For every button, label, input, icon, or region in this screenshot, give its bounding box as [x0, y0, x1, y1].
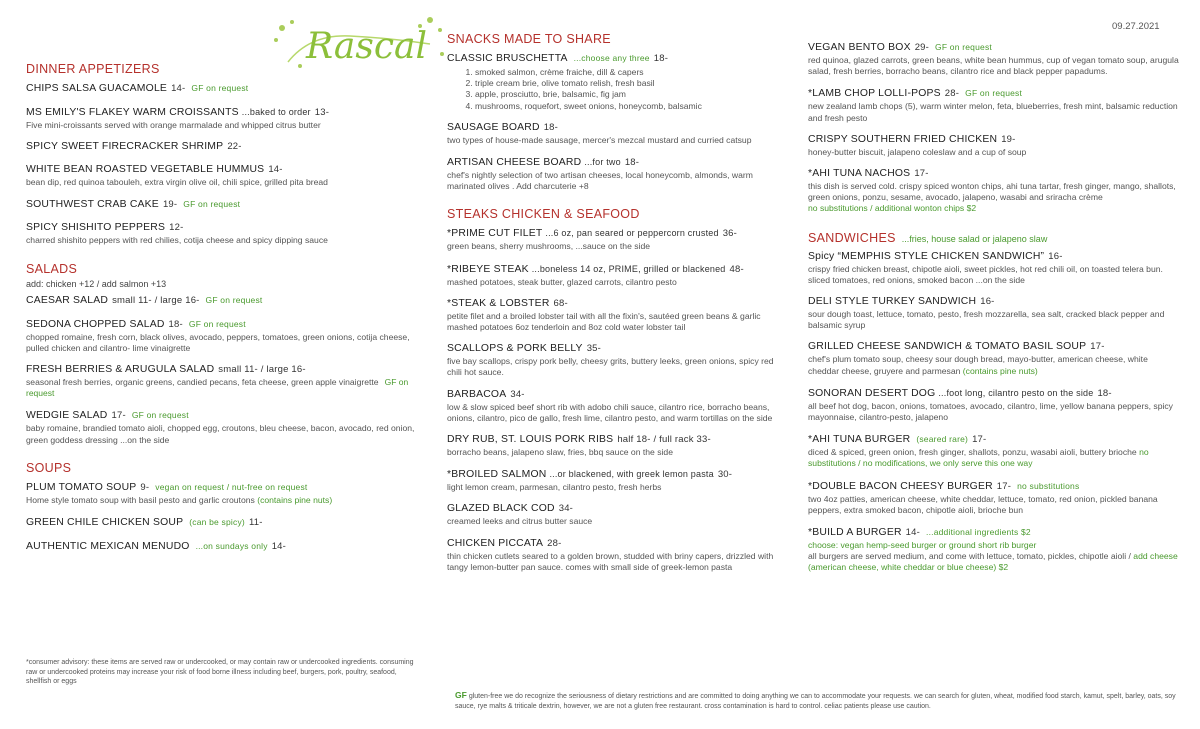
section-heading	[26, 62, 421, 76]
item-line	[447, 388, 785, 402]
item-price: 13-	[314, 107, 330, 118]
item-name: GLAZED BLACK COD	[447, 503, 555, 515]
gf-label: GF	[455, 690, 467, 700]
section-title: SANDWICHES	[808, 230, 896, 245]
item-line	[808, 86, 1180, 101]
item-line	[447, 226, 785, 241]
item-option: ...choose any three	[573, 53, 650, 63]
gluten-free-note	[455, 690, 1195, 712]
menu-item	[447, 467, 785, 493]
item-note: ...for two	[584, 157, 621, 168]
item-line	[447, 433, 785, 447]
item-description	[26, 423, 421, 445]
item-price: 17-	[1090, 341, 1105, 353]
description-text: borracho beans, jalapeno slaw, fries, bbq sauce on the side	[447, 447, 673, 458]
menu-item	[26, 105, 421, 131]
menu-item	[26, 81, 421, 96]
item-description	[808, 494, 1180, 516]
item-description	[808, 55, 1180, 77]
item-option: ...additional ingredients $2	[926, 527, 1031, 538]
description-text: charred shishito peppers with red chilies, cotija cheese and spicy dipping sauce	[26, 235, 328, 246]
item-line	[447, 467, 785, 482]
item-name: VEGAN BENTO BOX	[808, 42, 911, 53]
item-line	[26, 363, 421, 377]
item-line	[808, 295, 1180, 309]
item-line	[808, 479, 1180, 494]
item-line	[26, 317, 421, 332]
item-description	[447, 241, 785, 252]
item-name: SAUSAGE BOARD	[447, 121, 540, 133]
description-text: red quinoa, glazed carrots, green beans, white bean hummus, cup of vegan tomato soup, arugula salad, fresh berries, borracho beans, cilantro rice and black pepper papadums.	[808, 55, 1179, 77]
item-name: SPICY SWEET FIRECRACKER SHRIMP	[26, 141, 224, 153]
item-name: *AHI TUNA BURGER	[808, 434, 911, 446]
option-list	[447, 67, 785, 112]
item-description	[26, 177, 421, 188]
item-name: CLASSIC BRUSCHETTA	[447, 53, 568, 64]
item-price: 17-	[972, 434, 987, 446]
item-price: 29-	[914, 42, 930, 53]
item-description	[808, 101, 1180, 123]
menu-item	[26, 197, 421, 212]
item-name: *RIBEYE STEAK	[447, 263, 529, 275]
item-option: (can be spicy)	[189, 517, 245, 528]
section-note: ...fries, house salad or jalapeno slaw	[901, 233, 1048, 244]
item-description	[26, 377, 421, 399]
item-price: 30-	[717, 469, 733, 481]
item-line	[808, 340, 1180, 354]
description-text: sour dough toast, lettuce, tomato, pesto, fresh mozzarella, sea salt, cracked black pepper and balsamic syrup	[808, 309, 1165, 331]
item-name: MS EMILY'S FLAKEY WARM CROISSANTS	[26, 107, 239, 118]
item-line	[447, 51, 785, 66]
description-text: Five mini-croissants served with orange marmalade and whipped citrus butter	[26, 120, 321, 130]
description-text: new zealand lamb chops (5), warm winter melon, feta, blueberries, fresh mint, balsamic reduction and fresh pesto	[808, 101, 1178, 123]
item-name: CRISPY SOUTHERN FRIED CHICKEN	[808, 133, 998, 145]
menu-item	[447, 388, 785, 424]
item-line	[447, 262, 785, 277]
item-option: GF on request	[183, 199, 241, 210]
description-note: (contains pine nuts)	[962, 365, 1038, 376]
item-name: GRILLED CHEESE SANDWICH & TOMATO BASIL SOUP	[808, 341, 1087, 353]
item-price: 48-	[729, 263, 744, 275]
item-price: 18-	[168, 318, 183, 330]
item-option: GF on request	[965, 88, 1023, 99]
section-heading	[26, 262, 421, 276]
description-text: seasonal fresh berries, organic greens, candied pecans, feta cheese, green apple vinaigrette	[26, 377, 379, 388]
item-line	[447, 155, 785, 170]
item-line	[26, 221, 421, 235]
menu-item	[26, 293, 421, 308]
description-text: all burgers are served medium, and come with lettuce, tomato, pickles, chipotle aioli /	[808, 551, 1131, 562]
item-name: CHICKEN PICCATA	[447, 537, 544, 549]
menu-item	[808, 133, 1180, 158]
item-name: *BROILED SALMON	[447, 469, 547, 481]
section-title: DINNER APPETIZERS	[26, 62, 160, 76]
item-price: 16-	[980, 296, 995, 308]
item-description	[26, 495, 421, 506]
item-option: GF on request	[191, 83, 249, 93]
item-line	[447, 342, 785, 356]
item-price: 18-	[1097, 387, 1112, 399]
item-price: 34-	[558, 503, 574, 515]
item-line	[26, 163, 421, 177]
menu-column-1	[26, 62, 421, 569]
item-price: 68-	[553, 297, 568, 309]
item-price: 18-	[653, 53, 669, 64]
description-text: chef's nightly selection of two artisan cheeses, local honeycomb, almonds, warm marinated olives . Add charcuterie +8	[447, 170, 753, 192]
gf-footer-text: gluten-free we do recognize the seriousness of dietary restrictions and are committed to doing anything we can to accommodate your requests. we can search for gluten, wheat, modified food starch, kamut, spelt, barley, oats, soy sauce, rye malts & triticale dextrin, however, we are not a gluten free restaurant. cross contamination is hard to control. celiac patients please use caution.	[455, 693, 1176, 710]
item-price: 36-	[722, 228, 738, 240]
item-description	[447, 516, 785, 527]
item-price: 34-	[510, 388, 525, 400]
item-note: ...6 oz, pan seared or peppercorn crusted	[545, 228, 719, 239]
description-text: light lemon cream, parmesan, cilantro pesto, fresh herbs	[447, 482, 662, 493]
item-price: 12-	[169, 222, 184, 234]
item-line	[26, 480, 421, 495]
description-text: this dish is served cold. crispy spiced wonton chips, ahi tuna tartar, fresh ginger, mango, shallots, green onions, ponzu, sesame, avocado, jalapeno, wasabi and sriracha crème	[808, 181, 1176, 203]
item-name: ARTISAN CHEESE BOARD	[447, 157, 582, 169]
item-name: *AHI TUNA NACHOS	[808, 168, 911, 180]
description-text: petite filet and a broiled lobster tail with all the fixin's, sautéed green beans & garlic mashed potatoes 6oz tenderloin and 8oz cold water lobster tail	[447, 310, 761, 333]
item-price: 14-	[171, 83, 186, 94]
section-heading	[447, 32, 785, 46]
item-name: *LAMB CHOP LOLLI-POPS	[808, 88, 941, 100]
menu-item	[26, 480, 421, 506]
item-description	[808, 181, 1180, 203]
item-description	[447, 551, 785, 573]
menu-item	[808, 479, 1180, 516]
item-description	[447, 277, 785, 288]
menu-item	[447, 121, 785, 146]
item-price: small 11- / large 16-	[218, 364, 306, 376]
item-description	[808, 147, 1180, 158]
item-description	[808, 401, 1180, 423]
item-price: 14-	[271, 541, 287, 553]
item-name: GREEN CHILE CHICKEN SOUP	[26, 517, 184, 529]
item-description	[447, 170, 785, 192]
item-price: 16-	[1048, 250, 1063, 262]
item-name: SPICY SHISHITO PEPPERS	[26, 222, 166, 234]
item-description	[808, 551, 1180, 573]
item-description	[808, 309, 1180, 331]
description-text: two 4oz patties, american cheese, white cheddar, lettuce, tomato, red onion, pickled banana peppers, extra smoked bacon, chipotle aioli, brioche bun	[808, 493, 1158, 515]
item-line	[447, 537, 785, 551]
item-option: GF on request	[188, 318, 246, 329]
menu-item	[808, 250, 1180, 286]
item-description	[26, 120, 421, 131]
description-text: low & slow spiced beef short rib with adobo chili sauce, cilantro rice, borracho beans, onions, cilantro, pico de gallo, fresh lime, cilantro pesto, and warm tortillas on the side	[447, 401, 773, 423]
item-note: ...baked to order	[241, 107, 311, 117]
item-line	[808, 40, 1180, 55]
item-line	[26, 197, 421, 212]
item-price: 11-	[248, 517, 263, 529]
item-name: CAESAR SALAD	[26, 294, 109, 306]
description-note: add cheese (american cheese, white cheddar or blue cheese) $2	[808, 551, 1178, 573]
description-text: creamed leeks and citrus butter sauce	[447, 516, 593, 527]
description-text: bean dip, red quinoa tabouleh, extra virgin olive oil, chili spice, grilled pita bread	[26, 177, 328, 188]
consumer-advisory: *consumer advisory: these items are served raw or undercooked, or may contain raw or undercooked ingredients. consuming raw or undercooked proteins may increase your risk of food borne illness including beef, burgers, pork, poultry, seafood, shellfish or eggs	[26, 659, 414, 686]
menu-item	[26, 515, 421, 530]
menu-item	[26, 221, 421, 246]
item-line	[808, 250, 1180, 264]
menu-item	[26, 140, 421, 154]
menu-item	[447, 297, 785, 333]
item-name: SONORAN DESERT DOG	[808, 387, 936, 399]
item-price: 28-	[944, 88, 960, 100]
item-price: 18-	[543, 121, 559, 133]
item-line	[808, 386, 1180, 401]
item-price: 17-	[111, 410, 126, 422]
item-price: 17-	[914, 168, 929, 180]
item-price: 35-	[586, 343, 602, 355]
item-name: *BUILD A BURGER	[808, 527, 902, 539]
item-price: half 18- / full rack 33-	[617, 434, 711, 446]
item-description	[447, 447, 785, 458]
item-footnote: no substitutions / additional wonton chips $2	[808, 203, 977, 214]
item-line	[447, 121, 785, 135]
menu-item	[808, 295, 1180, 331]
item-description	[808, 264, 1180, 286]
section-title: STEAKS CHICKEN & SEAFOOD	[447, 207, 640, 222]
menu-item	[447, 226, 785, 252]
menu-item	[808, 340, 1180, 376]
item-name: AUTHENTIC MEXICAN MENUDO	[26, 541, 190, 553]
item-description	[26, 332, 421, 354]
menu-item	[808, 432, 1180, 469]
menu-item	[447, 155, 785, 192]
section-heading	[808, 231, 1180, 245]
item-description	[808, 447, 1180, 469]
item-option: (seared rare)	[916, 434, 969, 445]
option-item: 3. apple, prosciutto, brie, balsamic, fig jam	[475, 89, 785, 100]
item-name: WHITE BEAN ROASTED VEGETABLE HUMMUS	[26, 164, 265, 176]
item-option: no substitutions	[1017, 480, 1080, 491]
item-line	[808, 525, 1180, 540]
section-title: SALADS	[26, 261, 78, 276]
description-text: baby romaine, brandied tomato aioli, chopped egg, croutons, bleu cheese, bacon, avocado, red onion, green goddess dressing ...on the side	[26, 423, 415, 445]
item-price: small 11- / large 16-	[112, 294, 200, 306]
description-text: honey-butter biscuit, jalapeno coleslaw and a cup of soup	[808, 146, 1027, 157]
menu-column-2	[447, 32, 785, 588]
logo-text: Rascal	[306, 26, 428, 67]
item-description	[447, 402, 785, 424]
menu-item	[26, 363, 421, 399]
item-note: ...foot long, cilantro pesto on the side	[938, 387, 1094, 398]
item-option: vegan on request / nut-free on request	[155, 481, 308, 492]
description-text: mashed potatoes, steak butter, glazed carrots, cilantro pesto	[447, 276, 677, 287]
item-line	[447, 297, 785, 311]
item-description	[808, 354, 1180, 376]
item-description	[26, 235, 421, 246]
item-price: 14-	[905, 527, 921, 539]
item-price: 18-	[624, 157, 640, 169]
item-price: 9-	[140, 481, 150, 493]
item-price: 19-	[1001, 133, 1016, 145]
description-note: (contains pine nuts)	[257, 494, 333, 505]
item-name: FRESH BERRIES & ARUGULA SALAD	[26, 364, 215, 376]
description-text: crispy fried chicken breast, chipotle aioli, sweet pickles, hot red chili oil, on toasted telera bun. sliced tomatoes, red onions, smoked bacon ...on the side	[808, 263, 1163, 285]
description-text: Home style tomato soup with basil pesto and garlic croutons	[26, 494, 255, 505]
menu-item	[447, 51, 785, 112]
item-line	[26, 293, 421, 308]
item-name: Spicy “MEMPHIS STYLE CHICKEN SANDWICH”	[808, 250, 1045, 262]
section-title: SNACKS MADE TO SHARE	[447, 32, 611, 46]
item-name: SEDONA CHOPPED SALAD	[26, 318, 165, 330]
menu-item	[447, 502, 785, 527]
item-name: SOUTHWEST CRAB CAKE	[26, 199, 159, 211]
menu-column-3	[808, 40, 1180, 589]
item-note: ...boneless 14 oz, PRIME, grilled or blackened	[531, 263, 726, 274]
option-item: 4. mushrooms, roquefort, sweet onions, honeycomb, balsamic	[475, 101, 785, 112]
menu-item	[447, 262, 785, 288]
item-price: 28-	[547, 537, 562, 549]
item-name: DELI STYLE TURKEY SANDWICH	[808, 296, 977, 308]
menu-item	[808, 167, 1180, 215]
item-note: ...or blackened, with greek lemon pasta	[549, 469, 714, 480]
menu-item	[26, 408, 421, 445]
item-name: WEDGIE SALAD	[26, 410, 108, 422]
menu-item	[26, 163, 421, 188]
item-line	[26, 81, 421, 96]
item-name: PLUM TOMATO SOUP	[26, 481, 137, 493]
menu-item	[447, 537, 785, 573]
option-item: 1. smoked salmon, crème fraiche, dill & capers	[475, 67, 785, 78]
item-option: GF on request	[131, 410, 189, 421]
item-line	[26, 140, 421, 154]
item-line	[26, 408, 421, 423]
item-name: BARBACOA	[447, 388, 507, 400]
item-description	[447, 311, 785, 333]
menu-date: 09.27.2021	[1112, 21, 1160, 32]
item-option: ...on sundays only	[195, 541, 268, 552]
item-line	[808, 167, 1180, 181]
description-text: diced & spiced, green onion, fresh ginger, shallots, ponzu, wasabi aioli, buttery brioche	[808, 447, 1137, 458]
menu-item	[447, 342, 785, 378]
item-option: GF on request	[935, 42, 992, 52]
item-name: CHIPS SALSA GUACAMOLE	[26, 83, 168, 94]
section-subtitle: add: chicken +12 / add salmon +13	[26, 278, 167, 289]
item-name: DRY RUB, ST. LOUIS PORK RIBS	[447, 434, 614, 446]
item-line	[447, 502, 785, 516]
item-price: 17-	[996, 480, 1012, 492]
description-note: no substitutions / no modifications, we only serve this one way	[808, 447, 1149, 469]
menu-item	[447, 433, 785, 458]
item-line	[26, 539, 421, 554]
item-name: *DOUBLE BACON CHEESY BURGER	[808, 480, 993, 492]
menu-item	[26, 539, 421, 554]
item-name: *STEAK & LOBSTER	[447, 297, 550, 309]
item-line	[808, 133, 1180, 147]
description-text: all beef hot dog, bacon, onions, tomatoes, avocado, cilantro, lime, yellow banana peppers, spicy mayonnaise, cilantro-pesto, jalapeno	[808, 400, 1173, 423]
menu-item	[26, 317, 421, 354]
description-text: chef's plum tomato soup, cheesy sour dough bread, mayo-butter, american cheese, white cheddar cheese, gruyere and parmesan	[808, 354, 1148, 376]
menu-item	[808, 40, 1180, 77]
description-text: five bay scallops, crispy pork belly, cheesy grits, buttery leeks, green onions, spicy red chili hot sauce.	[447, 356, 774, 378]
item-option: GF on request	[205, 294, 263, 305]
item-description	[447, 356, 785, 378]
item-option: GF on request	[26, 377, 409, 399]
item-description	[447, 135, 785, 146]
description-text: green beans, sherry mushrooms, ...sauce on the side	[447, 241, 651, 252]
section-heading	[26, 461, 421, 475]
menu-item	[808, 386, 1180, 423]
option-item: 2. triple cream brie, olive tomato relish, fresh basil	[475, 78, 785, 89]
item-name: SCALLOPS & PORK BELLY	[447, 343, 583, 355]
description-text: chopped romaine, fresh corn, black olives, avocado, peppers, tomatoes, green onions, cotija cheese, pulled chicken and cilantro- lime vinaigrette	[26, 331, 410, 353]
item-line	[26, 515, 421, 530]
section-heading	[447, 207, 785, 221]
description-text: thin chicken cutlets seared to a golden brown, studded with briny capers, drizzled with tangy lemon-butter pan sauce. comes with small side of greek-lemon pasta	[447, 550, 774, 572]
item-price: 22-	[227, 141, 242, 153]
item-line	[26, 105, 421, 120]
item-description	[447, 482, 785, 493]
item-line	[808, 432, 1180, 447]
menu-item	[808, 86, 1180, 123]
item-choice: choose: vegan hemp-seed burger or ground short rib burger	[808, 540, 1037, 551]
item-price: 19-	[162, 199, 178, 211]
section-title: SOUPS	[26, 460, 72, 475]
menu-item	[808, 525, 1180, 574]
item-price: 14-	[268, 164, 283, 176]
item-name: *PRIME CUT FILET	[447, 228, 543, 240]
description-text: two types of house-made sausage, mercer's mezcal mustard and curried catsup	[447, 134, 752, 145]
